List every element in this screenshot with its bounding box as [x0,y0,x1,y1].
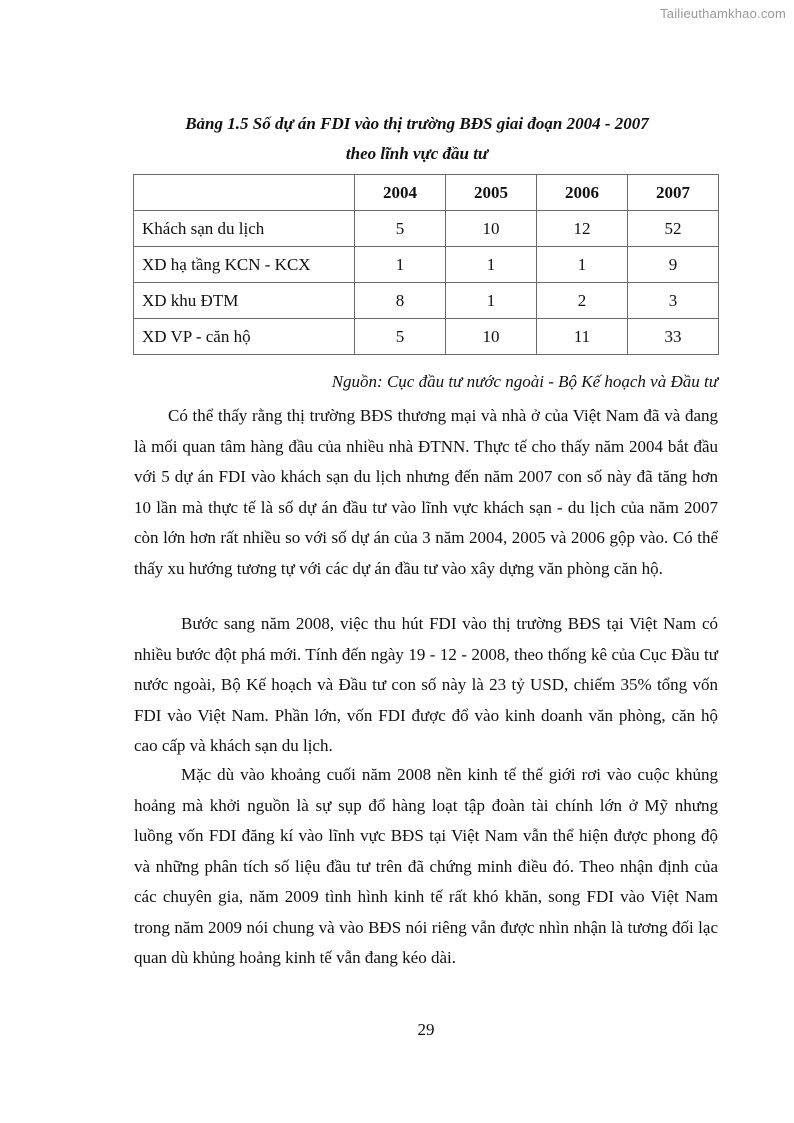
watermark: Tailieuthamkhao.com [660,6,786,21]
table-cell: 9 [628,247,719,283]
table-header-row [134,175,719,211]
body-paragraph-1: Có thể thấy rằng thị trường BĐS thương mại và nhà ở của Việt Nam đã và đang là mối quan tâm hàng đầu của nhiều nhà ĐTNN. Thực tế cho thấy năm 2004 bắt đầu với 5 dự án FDI vào khách sạn du lịch nhưng đến năm 2007 con số này đã tăng hơn 10 lần mà thực tế là số dự án đầu tư vào lĩnh vực khách sạn - du lịch của năm 2007 còn lớn hơn rất nhiều so với số dự án của 3 năm 2004, 2005 và 2006 gộp vào. Có thể thấy xu hướng tương tự với các dự án đầu tư vào xây dựng văn phòng căn hộ. [134,406,718,578]
table-source-note: Nguồn: Cục đầu tư nước ngoài - Bộ Kế hoạch và Đầu tư [331,372,718,391]
table-cell: 10 [446,319,537,355]
table-caption-title: Bảng 1.5 Số dự án FDI vào thị trường BĐS giai đoạn 2004 - 2007 [185,114,649,133]
table-cell: 10 [446,211,537,247]
table-cell: 5 [355,319,446,355]
table-cell: 1 [446,283,537,319]
table-cell: 3 [628,283,719,319]
body-paragraph-3: Mặc dù vào khoảng cuối năm 2008 nền kinh tế thế giới rơi vào cuộc khủng hoảng mà khởi nguồn là sự sụp đổ hàng loạt tập đoàn tài chính lớn ở Mỹ nhưng luồng vốn FDI đăng kí vào lĩnh vực BĐS tại Việt Nam vẫn thể hiện được phong độ và những phân tích số liệu đầu tư trên đã chứng minh điều đó. Theo nhận định của các chuyên gia, năm 2009 tình hình kinh tế rất khó khăn, song FDI vào Việt Nam trong năm 2009 nói chung và vào BĐS nói riêng vẫn được nhìn nhận là tương đối lạc quan dù khủng hoảng kinh tế vẫn đang kéo dài. [134,765,718,967]
table-row [134,211,719,247]
table-cell: 1 [355,247,446,283]
table-header-2005: 2005 [446,175,537,211]
page-number: 29 [417,1020,435,1039]
table-row [134,319,719,355]
table-caption-subtitle: theo lĩnh vực đầu tư [345,144,489,163]
body-paragraph-2: Bước sang năm 2008, việc thu hút FDI vào thị trường BĐS tại Việt Nam có nhiều bước đột phá mới. Tính đến ngày 19 - 12 - 2008, theo thống kê của Cục Đầu tư nước ngoài, Bộ Kế hoạch và Đầu tư con số này là 23 tỷ USD, chiếm 35% tổng vốn FDI vào Việt Nam. Phần lớn, vốn FDI được đổ vào kinh doanh văn phòng, căn hộ cao cấp và khách sạn du lịch. [134,614,718,755]
table-header-2006: 2006 [537,175,628,211]
table-cell: 5 [355,211,446,247]
table-cell: 1 [446,247,537,283]
table-cell: 2 [537,283,628,319]
table-header-corner [134,175,355,211]
table-row [134,283,719,319]
table-header-2004: 2004 [355,175,446,211]
table-row [134,247,719,283]
table-cell: 8 [355,283,446,319]
table-cell: 33 [628,319,719,355]
table-cell: 12 [537,211,628,247]
row-label: XD khu ĐTM [134,283,355,319]
table-cell: 11 [537,319,628,355]
table-header-2007: 2007 [628,175,719,211]
fdi-projects-table [133,174,719,355]
row-label: Khách sạn du lịch [134,211,355,247]
row-label: XD hạ tầng KCN - KCX [134,247,355,283]
table-cell: 52 [628,211,719,247]
table-cell: 1 [537,247,628,283]
row-label: XD VP - căn hộ [134,319,355,355]
